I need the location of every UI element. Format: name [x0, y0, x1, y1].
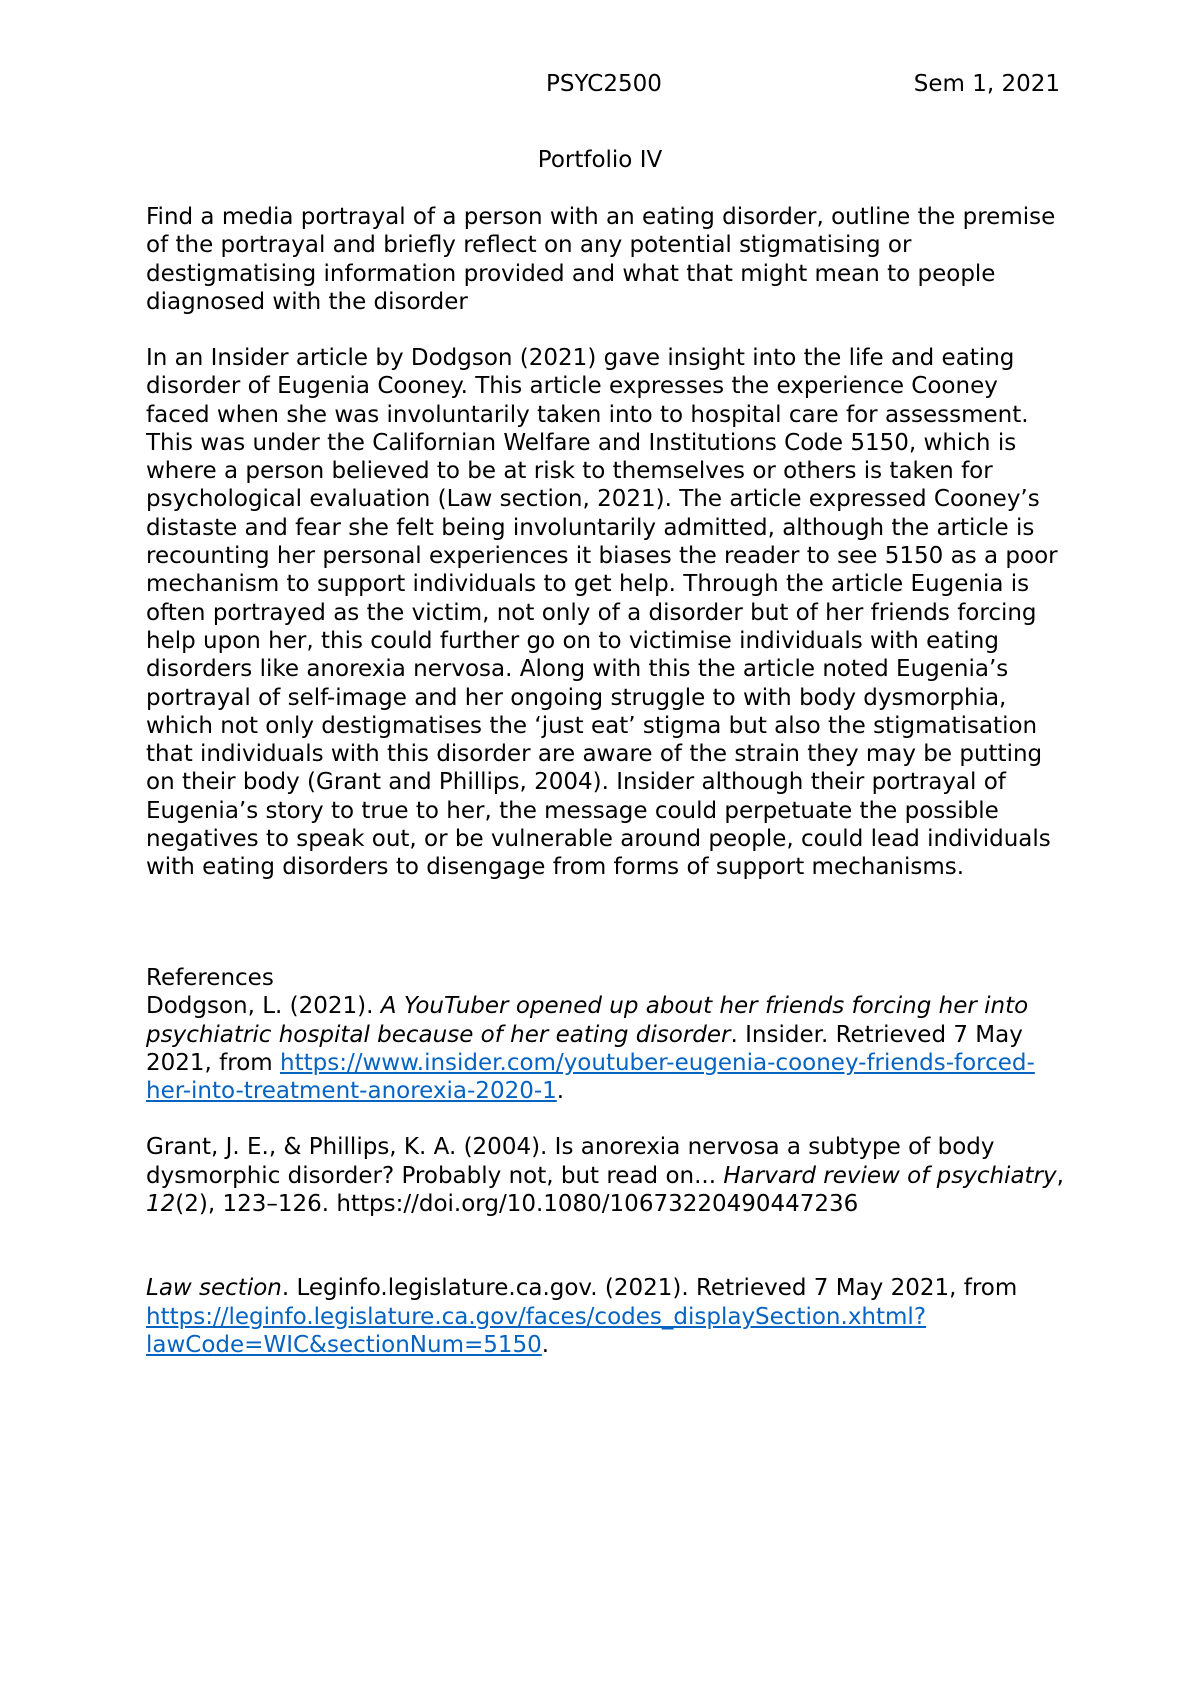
reference-link[interactable]: https://www.insider.com/youtuber-eugenia-cooney-friends-forced-her-into-treatment-anorexia-2020-1 [146, 1049, 1035, 1105]
reference-end: . [541, 1331, 550, 1358]
reference-title: A YouTuber opened up about her friends forcing her into psychiatric hospital because of her eating disorder [146, 993, 1029, 1048]
reference-author: Dodgson, L. (2021). [146, 993, 381, 1020]
reference-end: . [556, 1078, 565, 1105]
reference-source: . Insider. Retrieved 7 May 2021, from [146, 1021, 1023, 1076]
assignment-prompt: Find a media portrayal of a person with an eating disorder, outline the premise of the portrayal and briefly reflect on any potential stigmatising or destigmatising information provided and what that might mean to people diagnosed with the disorder [146, 204, 1056, 315]
references-section [146, 964, 1068, 1359]
reference-journal: Harvard review of psychiatry [723, 1162, 1057, 1189]
reference-separator: , [1056, 1162, 1064, 1189]
reference-dodgson [146, 992, 1068, 1105]
reference-details: (2), 123–126. https://doi.org/10.1080/10673220490447236 [175, 1191, 859, 1218]
course-code: PSYC2500 [546, 71, 662, 97]
reference-title: Law section [146, 1275, 282, 1302]
reference-volume: 12 [146, 1191, 176, 1218]
semester-label: Sem 1, 2021 [913, 71, 1060, 97]
reference-link[interactable]: https://leginfo.legislature.ca.gov/faces/codes_displaySection.xhtml?lawCode=WIC&sectionNum=5150 [146, 1303, 927, 1358]
page-title: Portfolio IV [537, 147, 663, 173]
reference-law [146, 1274, 1068, 1359]
essay-paragraph: In an Insider article by Dodgson (2021) gave insight into the life and eating disorder of Eugenia Cooney. This article expresses the experience Cooney faced when she was involuntarily taken into to hospital care for assessment. This was under the Californian Welfare and Institutions Code 5150, which is where a person believed to be at risk to themselves or others is taken for psychological evaluation (Law section, 2021). The article expressed Cooney’s distaste and fear she felt being involuntarily admitted, although the article is recounting her personal experiences it biases the reader to see 5150 as a poor mechanism to support individuals to get help. Through the article Eugenia is often portrayed as the victim, not only of a disorder but of her friends forcing help upon her, this could further go on to victimise individuals with eating disorders like anorexia nervosa. Along with this the article noted Eugenia’s portrayal of self-image and her ongoing struggle to with body dysmorphia, which not only destigmatises the ‘just eat’ stigma but also the stigmatisation that individuals with this disorder are aware of the strain they may be putting on their body (Grant and Phillips, 2004). Insider although their portrayal of Eugenia’s story to true to her, the message could perpetuate the possible negatives to speak out, or be vulnerable around people, could lead individuals with eating disorders to disengage from forms of support mechanisms. [146, 345, 1058, 881]
spacer [146, 1218, 1068, 1274]
references-heading: References [146, 965, 274, 991]
reference-author: Grant, J. E., & Phillips, K. A. (2004). Is anorexia nervosa a subtype of body dysmorphic disorder? Probably not, but read on... [146, 1134, 995, 1189]
spacer [146, 1105, 1068, 1133]
reference-grant [146, 1133, 1068, 1218]
reference-source: . Leginfo.legislature.ca.gov. (2021). Retrieved 7 May 2021, from [281, 1275, 1018, 1302]
